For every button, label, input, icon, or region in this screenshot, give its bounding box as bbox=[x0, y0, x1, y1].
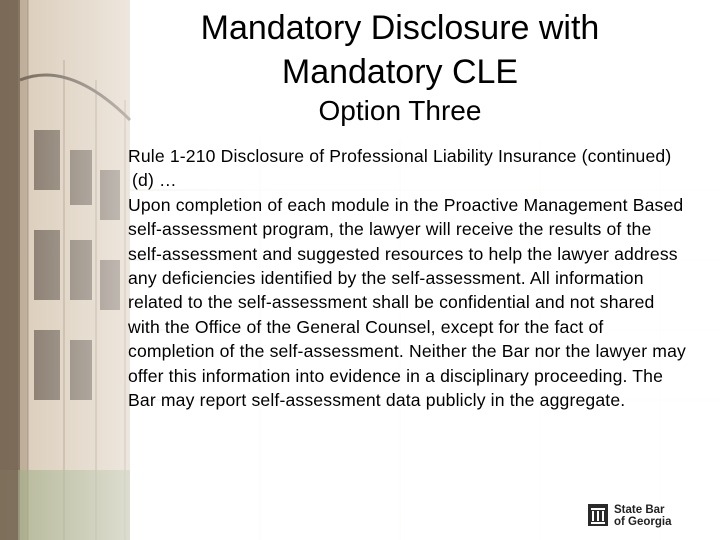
logo-line-1: State Bar bbox=[614, 504, 665, 516]
slide-subtitle: Option Three bbox=[318, 95, 482, 126]
rule-heading: Rule 1-210 Disclosure of Professional Liability Insurance (continued) bbox=[128, 146, 672, 166]
logo-line-2: of Georgia bbox=[614, 516, 672, 528]
state-bar-logo bbox=[588, 504, 698, 530]
slide-body bbox=[128, 144, 688, 412]
building-logo-icon bbox=[588, 504, 608, 526]
logo-text bbox=[614, 504, 672, 528]
title-line-2: Mandatory CLE bbox=[281, 53, 519, 91]
section-marker: (d) … bbox=[132, 170, 177, 191]
slide-title bbox=[150, 6, 650, 94]
title-line-1: Mandatory Disclosure with bbox=[200, 9, 600, 47]
body-paragraph: Upon completion of each module in the Proactive Management Based self-assessment program, the lawyer will receive the results of the self-assessment and suggested resources to help the lawyer address any deficiencies identified by the self-assessment. All information related to the self-assessment shall be confidential and not shared with the Office of the General Counsel, except for the fact of completion of the self-assessment. Neither the Bar nor the lawyer may offer this information into evidence in a disciplinary proceeding. The Bar may report self-assessment data publicly in the aggregate. bbox=[128, 194, 686, 411]
